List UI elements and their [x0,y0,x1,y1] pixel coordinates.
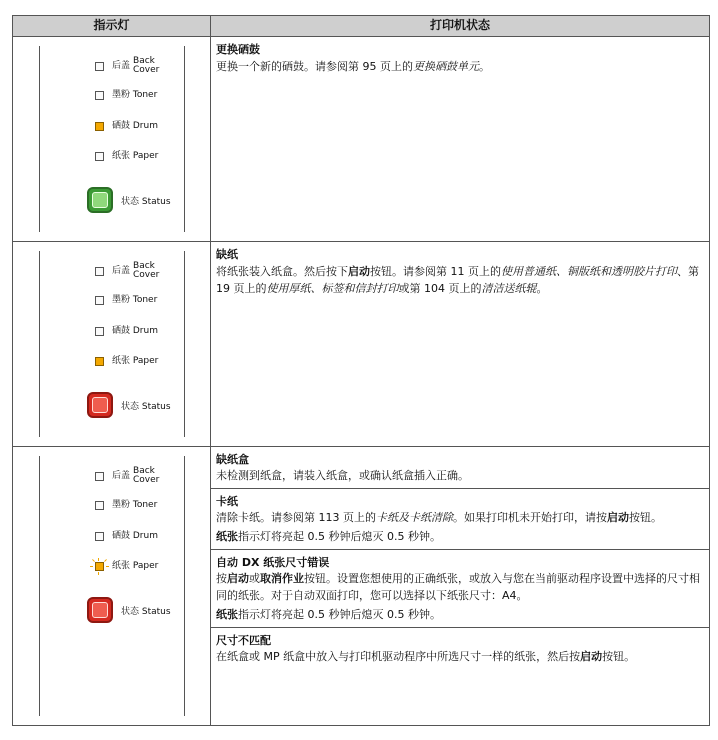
status-section-no-tray [211,447,709,489]
status-text: 清除卡纸。请参阅第 113 页上的卡纸及卡纸清除。如果打印机未开始打印，请按启动按钮。 [216,511,662,524]
led-panel [13,37,211,242]
led-label: Back [133,466,155,476]
table-row [13,242,710,447]
cancel-job-button-ref: 取消作业 [260,572,304,585]
start-button-ref: 启动 [580,650,603,663]
led-off-icon [95,501,104,510]
panel-line [184,456,185,716]
led-label: 纸张 Paper [112,356,159,366]
led-panel [13,242,211,447]
blink-note: 纸张指示灯将亮起 0.5 秒钟后熄灭 0.5 秒钟。 [216,530,441,543]
led-label: Cover [133,475,160,485]
table-header-row [13,16,710,37]
status-section-duplex-size-error [211,550,709,628]
cross-reference: 卡纸及卡纸清除 [376,511,453,524]
header-indicator: 指示灯 [13,16,211,37]
status-text: 未检测到纸盒，请装入纸盒，或确认纸盒插入正确。 [216,469,469,482]
led-off-icon [95,296,104,305]
status-title: 自动 DX 纸张尺寸错误 [216,556,330,569]
led-on-icon [95,122,104,131]
led-status [87,597,171,623]
panel-line [39,46,40,232]
start-button-ref: 启动 [348,265,370,278]
led-label: 硒鼓 Drum [112,121,158,131]
led-status [87,187,171,213]
led-label: 后盖 [112,471,131,481]
led-label: 后盖 [112,61,131,71]
led-off-icon [95,472,104,481]
status-section-size-mismatch [211,628,709,669]
led-label: 纸张 Paper [112,561,159,571]
status-green-icon [87,187,113,213]
led-off-icon [95,62,104,71]
led-label: 纸张 Paper [112,151,159,161]
start-button-ref: 启动 [607,511,629,524]
led-label: 状态 Status [121,606,171,617]
status-section-paper-jam [211,489,709,550]
led-label: Cover [133,65,160,75]
led-drum [95,531,158,541]
status-cell [211,242,710,447]
led-paper [95,356,158,366]
table-row [13,447,710,726]
led-panel [13,447,211,726]
cross-reference: 使用普通纸、铜版纸和透明胶片打印 [501,265,677,278]
led-label: 后盖 [112,266,131,276]
led-off-icon [95,532,104,541]
status-table [12,15,710,726]
led-label: 状态 Status [121,401,171,412]
cross-reference: 清洁送纸辊 [481,282,537,295]
led-drum [95,121,158,131]
status-red-icon [87,597,113,623]
led-label: 墨粉 Toner [112,295,158,305]
led-toner [95,90,157,100]
led-off-icon [95,91,104,100]
blink-note: 纸张指示灯将亮起 0.5 秒钟后熄灭 0.5 秒钟。 [216,608,441,621]
led-back-cover [95,262,159,280]
led-toner [95,500,157,510]
status-title: 尺寸不匹配 [216,634,271,647]
status-cell [211,37,710,242]
cross-reference: 更换硒鼓单元 [413,60,479,73]
panel-line [39,251,40,437]
led-label: 墨粉 Toner [112,90,158,100]
status-title: 缺纸 [216,248,238,261]
panel-line [184,251,185,437]
status-text: 在纸盒或 MP 纸盒中放入与打印机驱动程序中所选尺寸一样的纸张，然后按启动按钮。 [216,650,636,663]
led-on-icon [95,357,104,366]
table-row [13,37,710,242]
led-off-icon [95,267,104,276]
led-label: 墨粉 Toner [112,500,158,510]
led-off-icon [95,327,104,336]
status-red-icon [87,392,113,418]
led-label: Cover [133,270,160,280]
led-label: Back [133,261,155,271]
panel-line [39,456,40,716]
status-text: 按启动或取消作业按钮。设置您想使用的正确纸张，或放入与您在当前驱动程序设置中选择的尺寸相同的纸张。对于自动双面打印，您可以选择以下纸张尺寸：A4。 [216,572,700,602]
led-paper [95,561,158,571]
panel-line [184,46,185,232]
led-blinking-icon [95,562,104,571]
led-back-cover [95,57,159,75]
status-title: 卡纸 [216,495,238,508]
start-button-ref: 启动 [227,572,249,585]
led-toner [95,295,157,305]
led-label: Back [133,56,155,66]
status-title: 更换硒鼓 [216,43,260,56]
status-text: 将纸张装入纸盒。然后按下启动按钮。请参阅第 11 页上的使用普通纸、铜版纸和透明胶片打印、第 19 页上的使用厚纸、标签和信封打印或第 104 页上的清洁送纸辊。 [216,265,699,295]
led-label: 状态 Status [121,196,171,207]
led-back-cover [95,467,159,485]
led-drum [95,326,158,336]
led-label: 硒鼓 Drum [112,531,158,541]
led-label: 硒鼓 Drum [112,326,158,336]
header-printer-status: 打印机状态 [211,16,710,37]
status-cell [211,447,710,726]
status-text: 更换一个新的硒鼓。请参阅第 95 页上的更换硒鼓单元。 [216,60,490,73]
status-title: 缺纸盒 [216,453,249,466]
cross-reference: 使用厚纸、标签和信封打印 [266,282,399,295]
led-off-icon [95,152,104,161]
led-paper [95,151,158,161]
led-status [87,392,171,418]
